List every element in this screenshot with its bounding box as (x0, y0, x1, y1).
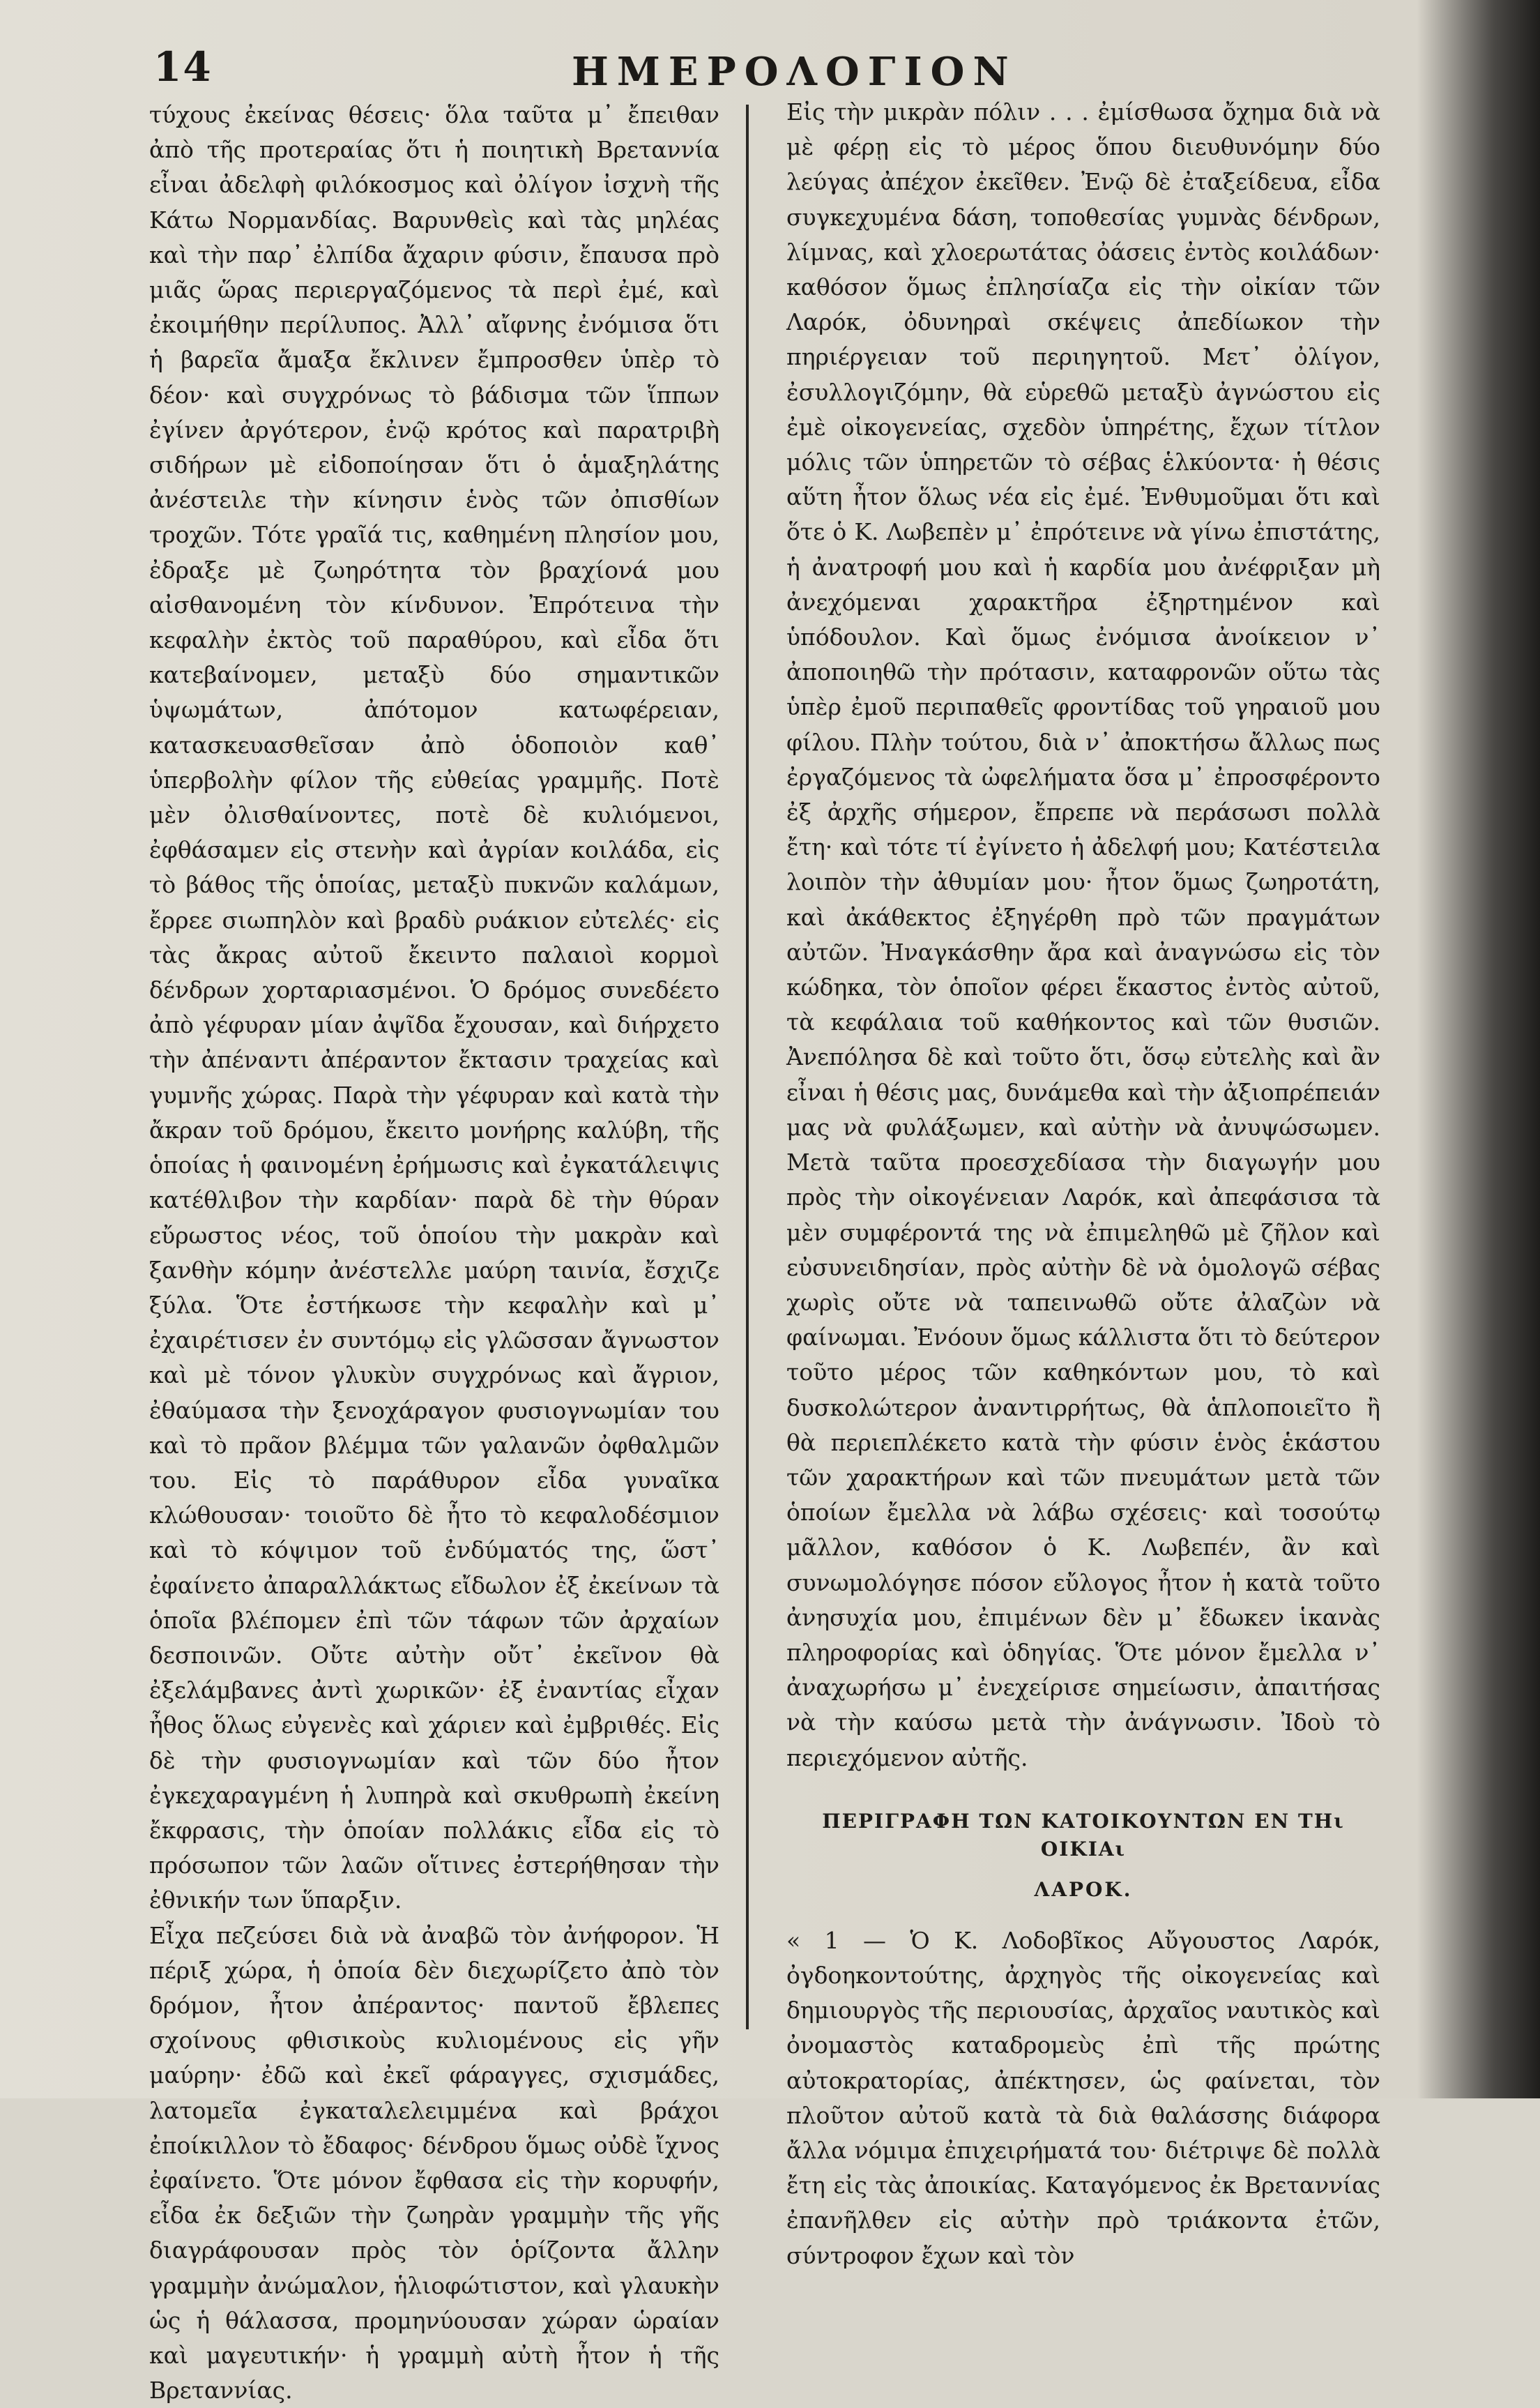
section-subtitle: ΛΑΡΟΚ. (1034, 1877, 1133, 1901)
left-paragraph-2: Εἶχα πεζεύσει διὰ νὰ ἀναβῶ τὸν ἀνήφορον. Ἡ πέριξ χώρα, ἡ ὁποία δὲν διεχωρίζετο ἀπὸ τὸν δρόμον, ἦτον ἀπέραντος· παντοῦ ἔβλεπες σχοίνους φθισικοὺς κυλιομένους εἰς γῆν μαύρην· ἐδῶ καὶ ἐκεῖ φάραγγες, σχισμάδες, λατομεῖα ἐγκαταλελειμμένα καὶ βράχοι ἐποίκιλλον τὸ ἔδαφος· δένδρου ὅμως οὐδὲ ἴχνος ἐφαίνετο. Ὅτε μόνον ἔφθασα εἰς τὴν κορυφήν, εἶδα ἐκ δεξιῶν τὴν ζωηρὰν γραμμὴν τῆς γῆς διαγράφουσαν πρὸς τὸν ὁρίζοντα ἄλλην γραμμὴν ἀνώμαλον, ἡλιοφώτιστον, καὶ γλαυκὴν ὡς ἡ θάλασσα, προμηνύουσαν χώραν ὡραίαν καὶ μαγευτικήν· ἡ γραμμὴ αὐτὴ ἦτον ἡ τῆς Βρεταννίας. (149, 1921, 719, 2405)
running-title: ΗΜΕΡΟΛΟΓΙΟΝ (572, 49, 1017, 95)
page-header (139, 43, 1478, 99)
right-paragraph-1: Εἰς τὴν μικρὰν πόλιν . . . ἐμίσθωσα ὄχημα διὰ νὰ μὲ φέρῃ εἰς τὸ μέρος ὅπου διευθυνόμην δύο λεύγας ἀπέχον ἐκεῖθεν. Ἐνῷ δὲ ἐταξείδευα, εἶδα συγκεχυμένα δάση, τοποθεσίας γυμνὰς δένδρων, λίμνας, καὶ χλοερωτάτας ὀάσεις ἐντὸς κοιλάδων· καθόσον ὅμως ἐπλησίαζα εἰς τὴν οἰκίαν τῶν Λαρόκ, ὀδυνηραὶ σκέψεις ἀπεδίωκον τὴν πηριέργειαν τοῦ περιηγητοῦ. Μετ᾽ ὀλίγον, ἐσυλλογιζόμην, θὰ εὑρεθῶ μεταξὺ ἀγνώστου εἰς ἐμὲ οἰκογενείας, σχεδὸν ὑπηρέτης, ἔχων τίτλον μόλις τῶν ὑπηρετῶν τὸ σέβας ἑλκύοντα· ἡ θέσις αὕτη ἦτον ὅλως νέα εἰς ἐμέ. Ἐνθυμοῦμαι ὅτι καὶ ὅτε ὁ Κ. Λωβεπὲν μ᾽ ἐπρότεινε νὰ γίνω ἐπιστάτης, ἡ ἀνατροφή μου καὶ ἡ καρδία μου ἀνέφριξαν μὴ ἀνεχόμεναι χαρακτῆρα ἐξηρτημένον καὶ ὑπόδουλον. Καὶ ὅμως ἐνόμισα ἀνοίκειον ν᾽ ἀποποιηθῶ τὴν πρότασιν, καταφρονῶν οὕτω τὰς ὑπὲρ ἐμοῦ περιπαθεῖς φροντίδας τοῦ γηραιοῦ μου φίλου. Πλὴν τούτου, διὰ ν᾽ ἀποκτήσω ἄλλως πως ἐργαζόμενος τὰ ὠφελήματα ὅσα μ᾽ ἐπροσφέροντο ἐξ ἀρχῆς σήμερον, ἔπρεπε νὰ περάσωσι πολλὰ ἔτη· καὶ τότε τί ἐγίνετο ἡ ἀδελφή μου; Κατέστειλα λοιπὸν τὴν ἀθυμίαν μου· ἦτον ὅμως ζωηροτάτη, καὶ ἀκάθεκτος ἐξηγέρθη πρὸ τῶν πραγμάτων αὐτῶν. Ἠναγκάσθην ἄρα καὶ ἀναγνώσω εἰς τὸν κώδηκα, τὸν ὁποῖον φέρει ἕκαστος ἐντὸς αὐτοῦ, τὰ κεφάλαια τοῦ καθήκοντος καὶ τῶν θυσιῶν. Ἀνεπόλησα δὲ καὶ τοῦτο ὅτι, ὅσῳ εὐτελὴς καὶ ἂν εἶναι ἡ θέσις μας, δυνάμεθα καὶ τὴν ἀξιοπρέπειάν μας νὰ φυλάξωμεν, καὶ αὐτὴν νὰ ἀνυψώσωμεν. Μετὰ ταῦτα προεσχεδίασα τὴν διαγωγήν μου πρὸς τὴν οἰκογένειαν Λαρόκ, καὶ ἀπεφάσισα τὰ μὲν συμφέροντά της νὰ ἐπιμεληθῶ μὲ ζῆλον καὶ εὐσυνειδησίαν, πρὸς αὐτὴν δὲ νὰ ὁμολογῶ σέβας χωρὶς οὔτε νὰ ταπεινωθῶ οὔτε ἀλαζὼν νὰ φαίνωμαι. Ἐνόουν ὅμως κάλλιστα ὅτι τὸ δεύτερον τοῦτο μέρος τῶν καθηκόντων μου, τὸ καὶ δυσκολώτερον ἀναντιρρήτως, θὰ ἁπλοποιεῖτο ἢ θὰ περιεπλέκετο κατὰ τὴν φύσιν ἑνὸς ἑκάστου τῶν χαρακτήρων καὶ τῶν πνευμάτων μετὰ τῶν ὁποίων ἔμελλα νὰ λάβω σχέσεις· καὶ τοσούτῳ μᾶλλον, καθόσον ὁ Κ. Λωβεπέν, ἂν καὶ συνωμολόγησε πόσον εὔλογος ἦτον ἡ κατὰ τοῦτο ἀνησυχία μου, ἐπιμένων δὲν μ᾽ ἔδωκεν ἱκανὰς πληροφορίας καὶ ὁδηγίας. Ὅτε μόνον ἔμελλα ν᾽ ἀναχωρήσω μ᾽ ἐνεχείρισε σημείωσιν, ἀπαιτήσας νὰ τὴν καύσω μετὰ τὴν ἀνάγνωσιν. Ἰδοὺ τὸ περιεχόμενον αὐτῆς. (786, 98, 1380, 1771)
section-title: ΠΕΡΙΓΡΑΦΗ ΤΩΝ ΚΑΤΟΙΚΟΥΝΤΩΝ ΕΝ ΤΗι ΟΙΚΙΑι (822, 1809, 1345, 1861)
section-paragraph: « 1 — Ὁ Κ. Λοδοβῖκος Αὔγουστος Λαρόκ, ὀγδοηκοντούτης, ἀρχηγὸς τῆς οἰκογενείας καὶ δημιουργὸς τῆς περιουσίας, ἀρχαῖος ναυτικὸς καὶ ὀνομαστὸς καταδρομεὺς ἐπὶ τῆς πρώτης αὐτοκρατορίας, ἀπέκτησεν, ὡς φαίνεται, τὸν πλοῦτον αὐτοῦ κατὰ τὰ διὰ θαλάσσης διάφορα ἄλλα νόμιμα ἐπιχειρήματά του· διέτριψε δὲ πολλὰ ἔτη εἰς τὰς ἀποικίας. Καταγόμενος ἐκ Βρεταννίας ἐπανῆλθεν εἰς αὐτὴν πρὸ τριάκοντα ἐτῶν, σύντροφον ἔχων καὶ τὸν (786, 1926, 1380, 2269)
page-number: 14 (153, 43, 213, 91)
right-column (786, 95, 1380, 2273)
column-divider (746, 105, 749, 2029)
left-column (149, 98, 719, 2408)
left-paragraph-1: τύχους ἐκείνας θέσεις· ὅλα ταῦτα μ᾽ ἔπειθαν ἀπὸ τῆς προτεραίας ὅτι ἡ ποιητικὴ Βρεταννία εἶναι ἀδελφὴ φιλόκοσμος καὶ ὀλίγον ἰσχνὴ τῆς Κάτω Νορμανδίας. Βαρυνθεὶς καὶ τὰς μηλέας καὶ τὴν παρ᾽ ἐλπίδα ἄχαριν φύσιν, ἔπαυσα πρὸ μιᾶς ὥρας περιεργαζόμενος τὰ περὶ ἐμέ, καὶ ἐκοιμήθην περίλυπος. Ἀλλ᾽ αἴφνης ἐνόμισα ὅτι ἡ βαρεῖα ἄμαξα ἔκλινεν ἔμπροσθεν ὑπὲρ τὸ δέον· καὶ συγχρόνως τὸ βάδισμα τῶν ἵππων ἐγίνεν ἀργότερον, ἐνῷ κρότος καὶ παρατριβὴ σιδήρων μὲ εἰδοποίησαν ὅτι ὁ ἁμαξηλάτης ἀνέστειλε τὴν κίνησιν ἑνὸς τῶν ὀπισθίων τροχῶν. Τότε γραῖά τις, καθημένη πλησίον μου, ἐδραξε μὲ ζωηρότητα τὸν βραχίονά μου αἰσθανομένη τὸν κίνδυνον. Ἐπρότεινα τὴν κεφαλὴν ἐκτὸς τοῦ παραθύρου, καὶ εἶδα ὅτι κατεβαίνομεν, μεταξὺ δύο σημαντικῶν ὑψωμάτων, ἀπότομον κατωφέρειαν, κατασκευασθεῖσαν ἀπὸ ὁδοποιὸν καθ᾽ ὑπερβολὴν φίλον τῆς εὐθείας γραμμῆς. Ποτὲ μὲν ὀλισθαίνοντες, ποτὲ δὲ κυλιόμενοι, ἐφθάσαμεν εἰς στενὴν καὶ ἀγρίαν κοιλάδα, εἰς τὸ βάθος τῆς ὁποίας, μεταξὺ πυκνῶν καλάμων, ἔρρεε σιωπηλὸν καὶ βραδὺ ρυάκιον εὐτελές· εἰς τὰς ἄκρας αὐτοῦ ἔκειντο παλαιοὶ κορμοὶ δένδρων χορταριασμένοι. Ὁ δρόμος συνεδέετο ἀπὸ γέφυραν μίαν ἀψῖδα ἔχουσαν, καὶ διήρχετο τὴν ἀπέναντι ἀπέραντον ἔκτασιν τραχείας καὶ γυμνῆς χώρας. Παρὰ τὴν γέφυραν καὶ κατὰ τὴν ἄκραν τοῦ δρόμου, ἔκειτο μονήρης καλύβη, τῆς ὁποίας ἡ φαινομένη ἐρήμωσις καὶ ἐγκατάλειψις κατέθλιβον τὴν καρδίαν· παρὰ δὲ τὴν θύραν εὔρωστος νέος, τοῦ ὁποίου τὴν μακρὰν καὶ ξανθὴν κόμην ἀνέστελλε μαύρη ταινία, ἔσχιζε ξύλα. Ὅτε ἐστήκωσε τὴν κεφαλὴν καὶ μ᾽ ἐχαιρέτισεν ἐν συντόμῳ εἰς γλῶσσαν ἄγνωστον καὶ μὲ τόνον γλυκὺν συγχρόνως καὶ ἄγριον, ἐθαύμασα τὴν ξενοχάραγον φυσιογνωμίαν του καὶ τὸ πρᾶον βλέμμα τῶν γαλανῶν ὀφθαλμῶν του. Εἰς τὸ παράθυρον εἶδα γυναῖκα κλώθουσαν· τοιοῦτο δὲ ἦτο τὸ κεφαλοδέσμιον καὶ τὸ κόψιμον τοῦ ἐνδύματός της, ὥστ᾽ ἐφαίνετο ἀπαραλλάκτως εἴδωλον ἐξ ἐκείνων τὰ ὁποῖα βλέπομεν ἐπὶ τῶν τάφων τῶν ἀρχαίων δεσποινῶν. Οὔτε αὐτὴν οὔτ᾽ ἐκεῖνον θὰ ἐξελάμβανες ἀντὶ χωρικῶν· ἐξ ἐναντίας εἶχαν ἦθος ὅλως εὐγενὲς καὶ χάριεν καὶ ἐμβριθές. Εἰς δὲ τὴν φυσιογνωμίαν καὶ τῶν δύο ἦτον ἐγκεχαραγμένη ἡ λυπηρὰ καὶ σκυθρωπὴ ἐκείνη ἔκφρασις, τὴν ὁποίαν πολλάκις εἶδα εἰς τὸ πρόσωπον τῶν λαῶν οἵτινες ἐστερήθησαν τὴν ἐθνικήν των ὕπαρξιν. (149, 101, 719, 1914)
